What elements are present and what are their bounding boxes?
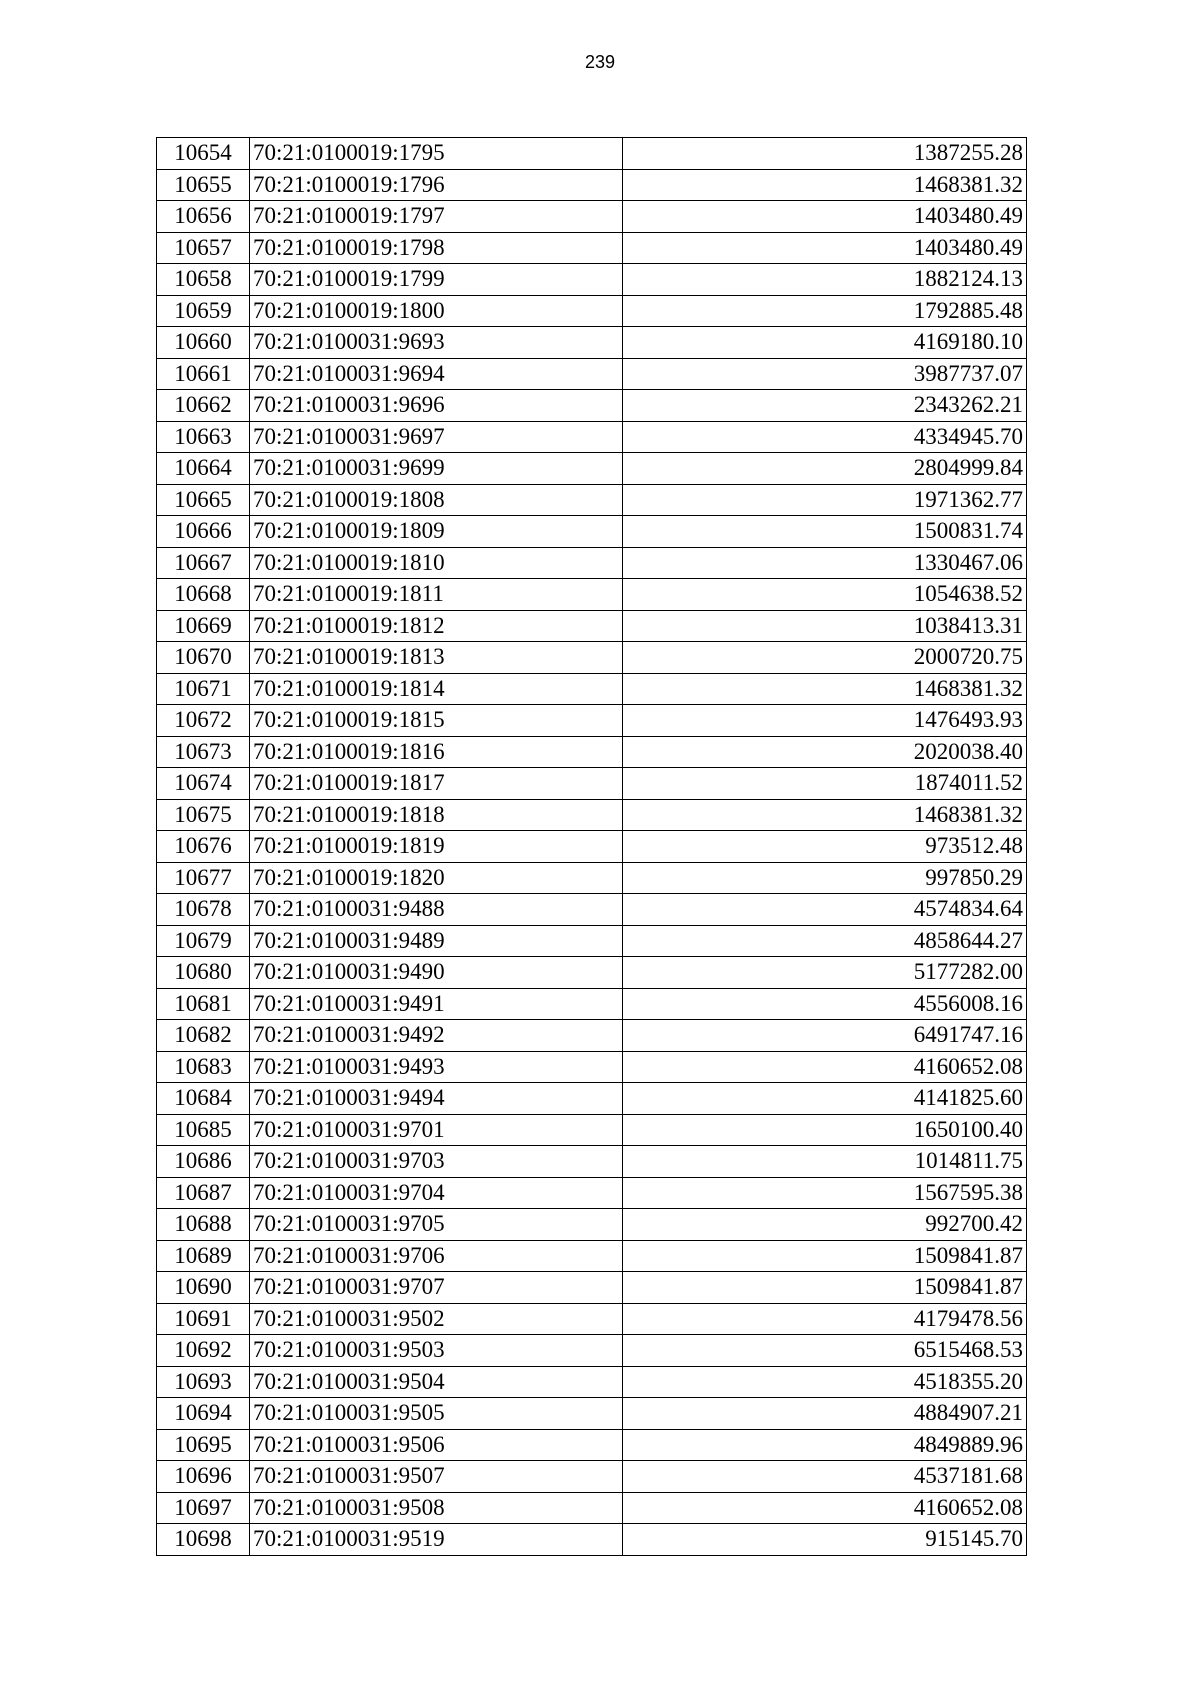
table-row: [157, 862, 1027, 894]
cadastral-number-cell: 70:21:0100031:9489: [250, 925, 623, 957]
row-number-cell: 10679: [157, 925, 250, 957]
cadastral-number-cell: 70:21:0100019:1812: [250, 610, 623, 642]
table-row: [157, 1146, 1027, 1178]
cadastral-number-cell: 70:21:0100031:9706: [250, 1240, 623, 1272]
cadastral-value-cell: 4574834.64: [623, 894, 1027, 926]
table-row: [157, 327, 1027, 359]
table-row: [157, 295, 1027, 327]
table-row: [157, 1461, 1027, 1493]
table-row: [157, 484, 1027, 516]
cadastral-number-cell: 70:21:0100031:9704: [250, 1177, 623, 1209]
table-row: [157, 1240, 1027, 1272]
row-number-cell: 10689: [157, 1240, 250, 1272]
row-number-cell: 10684: [157, 1083, 250, 1115]
cadastral-value-cell: 1014811.75: [623, 1146, 1027, 1178]
cadastral-value-cell: 4518355.20: [623, 1366, 1027, 1398]
row-number-cell: 10659: [157, 295, 250, 327]
cadastral-number-cell: 70:21:0100019:1813: [250, 642, 623, 674]
cadastral-value-cell: 2000720.75: [623, 642, 1027, 674]
cadastral-number-cell: 70:21:0100019:1795: [250, 138, 623, 170]
table-row: [157, 232, 1027, 264]
cadastral-number-cell: 70:21:0100031:9707: [250, 1272, 623, 1304]
cadastral-value-cell: 1403480.49: [623, 201, 1027, 233]
cadastral-value-cell: 1971362.77: [623, 484, 1027, 516]
cadastral-number-cell: 70:21:0100019:1819: [250, 831, 623, 863]
cadastral-number-cell: 70:21:0100031:9508: [250, 1492, 623, 1524]
cadastral-value-cell: 2804999.84: [623, 453, 1027, 485]
row-number-cell: 10663: [157, 421, 250, 453]
table-row: [157, 1051, 1027, 1083]
cadastral-number-cell: 70:21:0100019:1809: [250, 516, 623, 548]
row-number-cell: 10664: [157, 453, 250, 485]
cadastral-number-cell: 70:21:0100019:1818: [250, 799, 623, 831]
row-number-cell: 10674: [157, 768, 250, 800]
row-number-cell: 10682: [157, 1020, 250, 1052]
page-number: 239: [584, 52, 616, 72]
cadastral-number-cell: 70:21:0100019:1820: [250, 862, 623, 894]
cadastral-value-cell: 1476493.93: [623, 705, 1027, 737]
row-number-cell: 10680: [157, 957, 250, 989]
cadastral-number-cell: 70:21:0100031:9701: [250, 1114, 623, 1146]
row-number-cell: 10688: [157, 1209, 250, 1241]
cadastral-value-cell: 5177282.00: [623, 957, 1027, 989]
table-row: [157, 610, 1027, 642]
cadastral-value-cell: 1403480.49: [623, 232, 1027, 264]
row-number-cell: 10668: [157, 579, 250, 611]
table-row: [157, 988, 1027, 1020]
table-row: [157, 1492, 1027, 1524]
cadastral-value-cell: 915145.70: [623, 1524, 1027, 1556]
table-row: [157, 925, 1027, 957]
table-row: [157, 1177, 1027, 1209]
table-row: [157, 1020, 1027, 1052]
cadastral-value-cell: 4169180.10: [623, 327, 1027, 359]
row-number-cell: 10655: [157, 169, 250, 201]
table-row: [157, 1303, 1027, 1335]
row-number-cell: 10654: [157, 138, 250, 170]
row-number-cell: 10672: [157, 705, 250, 737]
row-number-cell: 10685: [157, 1114, 250, 1146]
table-row: [157, 169, 1027, 201]
cadastral-number-cell: 70:21:0100019:1811: [250, 579, 623, 611]
cadastral-value-cell: 1468381.32: [623, 673, 1027, 705]
cadastral-number-cell: 70:21:0100019:1796: [250, 169, 623, 201]
cadastral-value-cell: 1509841.87: [623, 1272, 1027, 1304]
table-row: [157, 138, 1027, 170]
cadastral-number-cell: 70:21:0100031:9494: [250, 1083, 623, 1115]
cadastral-value-cell: 1874011.52: [623, 768, 1027, 800]
cadastral-value-cell: 4160652.08: [623, 1492, 1027, 1524]
cadastral-value-cell: 4141825.60: [623, 1083, 1027, 1115]
cadastral-number-cell: 70:21:0100031:9490: [250, 957, 623, 989]
cadastral-value-cell: 1468381.32: [623, 169, 1027, 201]
table-row: [157, 831, 1027, 863]
row-number-cell: 10678: [157, 894, 250, 926]
row-number-cell: 10676: [157, 831, 250, 863]
cadastral-number-cell: 70:21:0100031:9492: [250, 1020, 623, 1052]
cadastral-value-cell: 4334945.70: [623, 421, 1027, 453]
table-row: [157, 642, 1027, 674]
cadastral-value-table: [156, 137, 1027, 1556]
row-number-cell: 10691: [157, 1303, 250, 1335]
cadastral-value-cell: 1468381.32: [623, 799, 1027, 831]
cadastral-number-cell: 70:21:0100031:9696: [250, 390, 623, 422]
row-number-cell: 10683: [157, 1051, 250, 1083]
table-row: [157, 799, 1027, 831]
table-row: [157, 547, 1027, 579]
cadastral-value-cell: 4537181.68: [623, 1461, 1027, 1493]
cadastral-value-cell: 2343262.21: [623, 390, 1027, 422]
row-number-cell: 10665: [157, 484, 250, 516]
row-number-cell: 10660: [157, 327, 250, 359]
row-number-cell: 10681: [157, 988, 250, 1020]
table-row: [157, 516, 1027, 548]
row-number-cell: 10697: [157, 1492, 250, 1524]
cadastral-number-cell: 70:21:0100019:1808: [250, 484, 623, 516]
cadastral-number-cell: 70:21:0100031:9694: [250, 358, 623, 390]
cadastral-value-cell: 1650100.40: [623, 1114, 1027, 1146]
row-number-cell: 10656: [157, 201, 250, 233]
row-number-cell: 10694: [157, 1398, 250, 1430]
table-row: [157, 673, 1027, 705]
row-number-cell: 10686: [157, 1146, 250, 1178]
cadastral-value-cell: 1330467.06: [623, 547, 1027, 579]
table-row: [157, 201, 1027, 233]
cadastral-value-cell: 1038413.31: [623, 610, 1027, 642]
cadastral-number-cell: 70:21:0100031:9519: [250, 1524, 623, 1556]
cadastral-number-cell: 70:21:0100019:1810: [250, 547, 623, 579]
table-row: [157, 1429, 1027, 1461]
cadastral-number-cell: 70:21:0100031:9503: [250, 1335, 623, 1367]
cadastral-value-cell: 4884907.21: [623, 1398, 1027, 1430]
table-row: [157, 264, 1027, 296]
cadastral-value-cell: 4556008.16: [623, 988, 1027, 1020]
row-number-cell: 10677: [157, 862, 250, 894]
table-row: [157, 1209, 1027, 1241]
row-number-cell: 10698: [157, 1524, 250, 1556]
cadastral-value-cell: 1882124.13: [623, 264, 1027, 296]
cadastral-number-cell: 70:21:0100031:9703: [250, 1146, 623, 1178]
cadastral-number-cell: 70:21:0100019:1797: [250, 201, 623, 233]
row-number-cell: 10670: [157, 642, 250, 674]
table-row: [157, 1335, 1027, 1367]
row-number-cell: 10666: [157, 516, 250, 548]
table-row: [157, 421, 1027, 453]
cadastral-number-cell: 70:21:0100031:9488: [250, 894, 623, 926]
cadastral-number-cell: 70:21:0100019:1799: [250, 264, 623, 296]
table-row: [157, 957, 1027, 989]
cadastral-number-cell: 70:21:0100031:9699: [250, 453, 623, 485]
cadastral-value-cell: 1387255.28: [623, 138, 1027, 170]
cadastral-value-cell: 1509841.87: [623, 1240, 1027, 1272]
row-number-cell: 10690: [157, 1272, 250, 1304]
cadastral-number-cell: 70:21:0100031:9505: [250, 1398, 623, 1430]
row-number-cell: 10675: [157, 799, 250, 831]
table-row: [157, 1272, 1027, 1304]
cadastral-number-cell: 70:21:0100019:1815: [250, 705, 623, 737]
table-row: [157, 453, 1027, 485]
cadastral-number-cell: 70:21:0100019:1814: [250, 673, 623, 705]
table-row: [157, 1398, 1027, 1430]
cadastral-number-cell: 70:21:0100031:9504: [250, 1366, 623, 1398]
table-row: [157, 894, 1027, 926]
cadastral-number-cell: 70:21:0100031:9493: [250, 1051, 623, 1083]
row-number-cell: 10693: [157, 1366, 250, 1398]
cadastral-value-cell: 1054638.52: [623, 579, 1027, 611]
cadastral-value-cell: 997850.29: [623, 862, 1027, 894]
cadastral-value-cell: 3987737.07: [623, 358, 1027, 390]
cadastral-number-cell: 70:21:0100031:9697: [250, 421, 623, 453]
row-number-cell: 10658: [157, 264, 250, 296]
cadastral-number-cell: 70:21:0100031:9507: [250, 1461, 623, 1493]
table-row: [157, 1114, 1027, 1146]
row-number-cell: 10692: [157, 1335, 250, 1367]
table-row: [157, 736, 1027, 768]
row-number-cell: 10662: [157, 390, 250, 422]
row-number-cell: 10657: [157, 232, 250, 264]
cadastral-value-cell: 4179478.56: [623, 1303, 1027, 1335]
row-number-cell: 10673: [157, 736, 250, 768]
cadastral-number-cell: 70:21:0100031:9705: [250, 1209, 623, 1241]
cadastral-value-cell: 4849889.96: [623, 1429, 1027, 1461]
cadastral-number-cell: 70:21:0100031:9491: [250, 988, 623, 1020]
cadastral-number-cell: 70:21:0100031:9506: [250, 1429, 623, 1461]
table-row: [157, 390, 1027, 422]
cadastral-value-cell: 973512.48: [623, 831, 1027, 863]
table-row: [157, 358, 1027, 390]
cadastral-number-cell: 70:21:0100019:1798: [250, 232, 623, 264]
cadastral-value-cell: 2020038.40: [623, 736, 1027, 768]
cadastral-value-cell: 6491747.16: [623, 1020, 1027, 1052]
table-row: [157, 768, 1027, 800]
cadastral-value-cell: 6515468.53: [623, 1335, 1027, 1367]
table-row: [157, 705, 1027, 737]
table-body: [157, 138, 1027, 1556]
cadastral-number-cell: 70:21:0100019:1816: [250, 736, 623, 768]
row-number-cell: 10669: [157, 610, 250, 642]
table-row: [157, 1366, 1027, 1398]
cadastral-value-cell: 1500831.74: [623, 516, 1027, 548]
cadastral-value-cell: 4858644.27: [623, 925, 1027, 957]
table-row: [157, 1524, 1027, 1556]
cadastral-value-cell: 1567595.38: [623, 1177, 1027, 1209]
cadastral-number-cell: 70:21:0100031:9693: [250, 327, 623, 359]
cadastral-number-cell: 70:21:0100019:1817: [250, 768, 623, 800]
table-row: [157, 579, 1027, 611]
cadastral-number-cell: 70:21:0100019:1800: [250, 295, 623, 327]
cadastral-value-cell: 1792885.48: [623, 295, 1027, 327]
row-number-cell: 10661: [157, 358, 250, 390]
table-row: [157, 1083, 1027, 1115]
cadastral-value-cell: 992700.42: [623, 1209, 1027, 1241]
row-number-cell: 10695: [157, 1429, 250, 1461]
cadastral-value-cell: 4160652.08: [623, 1051, 1027, 1083]
cadastral-number-cell: 70:21:0100031:9502: [250, 1303, 623, 1335]
row-number-cell: 10696: [157, 1461, 250, 1493]
row-number-cell: 10667: [157, 547, 250, 579]
row-number-cell: 10687: [157, 1177, 250, 1209]
row-number-cell: 10671: [157, 673, 250, 705]
